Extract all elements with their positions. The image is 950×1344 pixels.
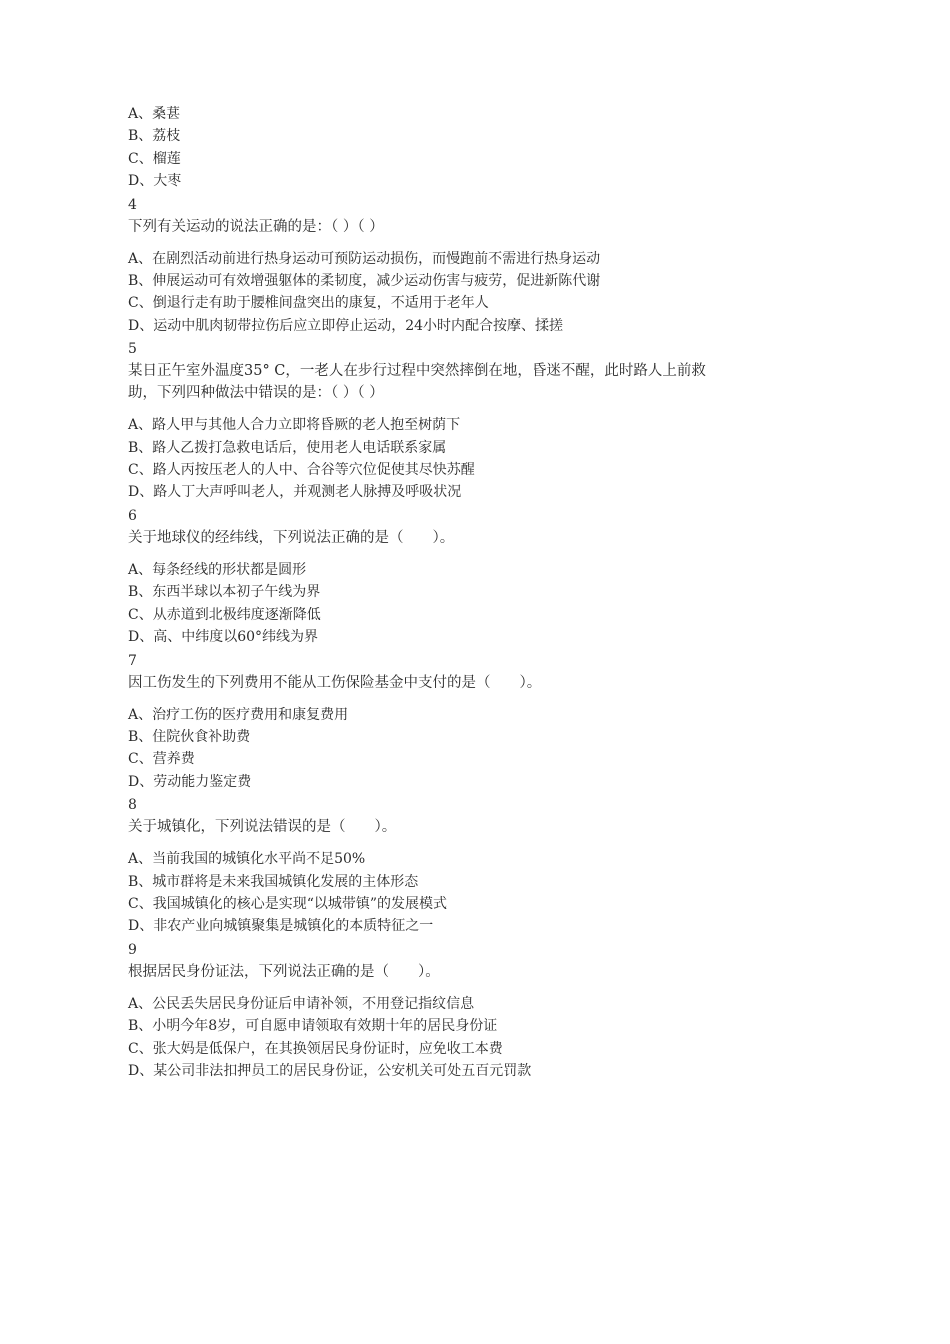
question-number: 9 <box>128 941 137 958</box>
question-number: 4 <box>128 196 137 213</box>
option-d: D、路人丁大声呼叫老人，并观测老人脉搏及呼吸状况 <box>128 484 462 501</box>
option-d: D、运动中肌肉韧带拉伤后应立即停止运动，24小时内配合按摩、揉搓 <box>128 317 564 334</box>
question-7 <box>128 650 828 794</box>
question-stem: 关于地球仪的经纬线，下列说法正确的是（ ）。 <box>128 529 455 546</box>
option-d: D、某公司非法扣押员工的居民身份证，公安机关可处五百元罚款 <box>128 1062 532 1079</box>
option-c: C、路人丙按压老人的人中、合谷等穴位促使其尽快苏醒 <box>128 462 475 479</box>
exam-page <box>128 103 828 1082</box>
option-a: A、当前我国的城镇化水平尚不足50% <box>128 851 366 868</box>
previous-question-options <box>128 103 828 193</box>
question-stem: 关于城镇化，下列说法错误的是（ ）。 <box>128 819 397 836</box>
option-a: A、治疗工伤的医疗费用和康复费用 <box>128 706 349 723</box>
option-a: A、桑葚 <box>128 106 181 122</box>
option-c: C、我国城镇化的核心是实现“以城带镇”的发展模式 <box>128 895 448 912</box>
option-d: D、非农产业向城镇聚集是城镇化的本质特征之一 <box>128 918 434 935</box>
option-b: B、荔枝 <box>128 128 181 145</box>
option-d: D、高、中纬度以60°纬线为界 <box>128 629 319 646</box>
question-stem: 某日正午室外温度35° C，一老人在步行过程中突然摔倒在地，昏迷不醒，此时路人上前救助，下列四种做法中错误的是：（ ）（ ） <box>128 363 706 402</box>
option-c: C、张大妈是低保户，在其换领居民身份证时，应免收工本费 <box>128 1040 503 1057</box>
option-b: B、伸展运动可有效增强躯体的柔韧度，减少运动伤害与疲劳，促进新陈代谢 <box>128 273 601 290</box>
question-stem: 根据居民身份证法，下列说法正确的是（ ）。 <box>128 963 440 980</box>
question-9 <box>128 939 828 1083</box>
option-a: A、公民丢失居民身份证后申请补领，不用登记指纹信息 <box>128 995 475 1012</box>
option-b: B、东西半球以本初子午线为界 <box>128 584 321 601</box>
option-a: A、路人甲与其他人合力立即将昏厥的老人抱至树荫下 <box>128 417 461 434</box>
option-b: B、小明今年8岁，可自愿申请领取有效期十年的居民身份证 <box>128 1018 498 1035</box>
question-stem: 下列有关运动的说法正确的是：（ ）（ ） <box>128 218 384 235</box>
question-number: 6 <box>128 507 137 524</box>
question-8 <box>128 794 828 938</box>
option-c: C、营养费 <box>128 751 195 768</box>
question-number: 8 <box>128 797 137 814</box>
option-c: C、榴莲 <box>128 150 181 167</box>
option-d: D、劳动能力鉴定费 <box>128 773 252 790</box>
option-b: B、路人乙拨打急救电话后，使用老人电话联系家属 <box>128 439 447 456</box>
option-c: C、从赤道到北极纬度逐渐降低 <box>128 606 321 623</box>
option-a: A、每条经线的形状都是圆形 <box>128 561 307 578</box>
option-d: D、大枣 <box>128 173 182 190</box>
option-b: B、城市群将是未来我国城镇化发展的主体形态 <box>128 873 419 890</box>
question-4 <box>128 194 828 338</box>
question-number: 7 <box>128 652 137 669</box>
question-6 <box>128 505 828 649</box>
option-a: A、在剧烈活动前进行热身运动可预防运动损伤，而慢跑前不需进行热身运动 <box>128 250 601 267</box>
question-number: 5 <box>128 341 137 358</box>
question-stem: 因工伤发生的下列费用不能从工伤保险基金中支付的是（ ）。 <box>128 674 542 691</box>
option-b: B、住院伙食补助费 <box>128 728 251 745</box>
question-5 <box>128 338 828 504</box>
option-c: C、倒退行走有助于腰椎间盘突出的康复，不适用于老年人 <box>128 295 489 312</box>
